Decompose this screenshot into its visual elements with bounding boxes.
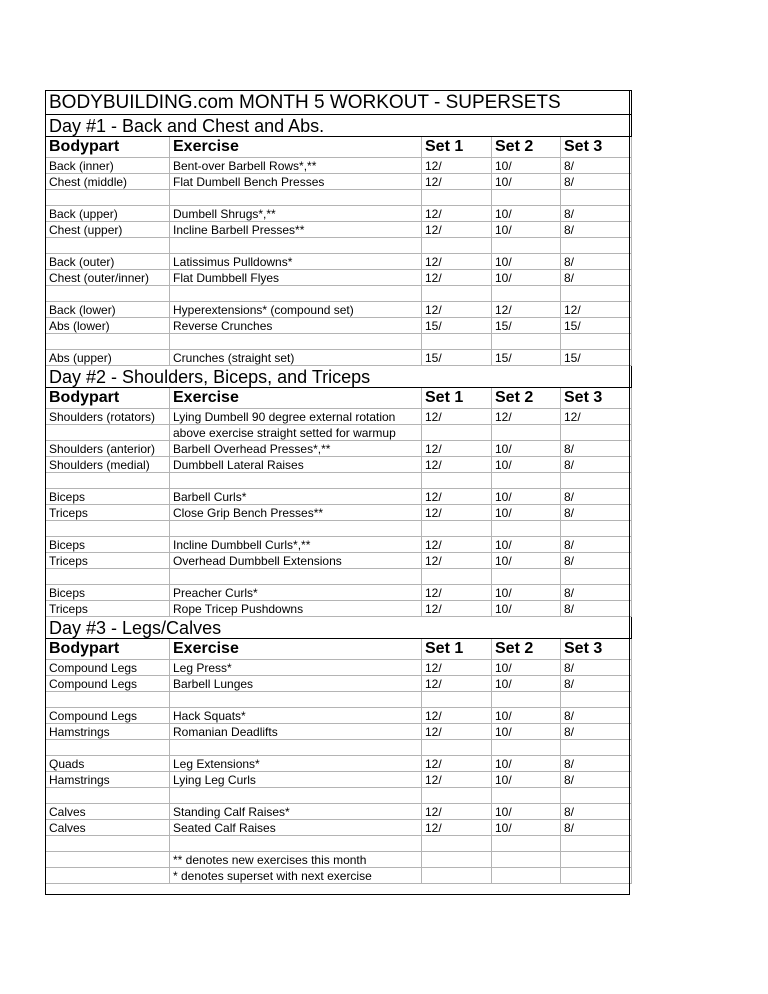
empty-cell xyxy=(46,521,170,537)
exercise-cell: Close Grip Bench Presses** xyxy=(170,505,422,521)
set2-cell: 10/ xyxy=(492,772,561,788)
set2-cell: 10/ xyxy=(492,601,561,617)
set2-cell: 10/ xyxy=(492,585,561,601)
empty-cell xyxy=(561,868,632,884)
set1-cell: 12/ xyxy=(422,505,492,521)
blank-row xyxy=(46,836,632,852)
empty-cell xyxy=(170,836,422,852)
set1-cell: 12/ xyxy=(422,676,492,692)
set3-cell: 8/ xyxy=(561,601,632,617)
note-row xyxy=(46,868,632,884)
group-separator-row xyxy=(46,238,632,254)
bodypart-cell: Hamstrings xyxy=(46,724,170,740)
set2-cell: 15/ xyxy=(492,318,561,334)
exercise-row xyxy=(46,660,632,676)
bodypart-cell: Back (lower) xyxy=(46,302,170,318)
empty-cell xyxy=(422,788,492,804)
exercise-row xyxy=(46,489,632,505)
header-set2: Set 2 xyxy=(492,388,561,409)
exercise-row xyxy=(46,772,632,788)
empty-cell xyxy=(170,692,422,708)
set1-cell xyxy=(422,425,492,441)
set3-cell: 8/ xyxy=(561,505,632,521)
empty-cell xyxy=(492,692,561,708)
exercise-cell: Barbell Lunges xyxy=(170,676,422,692)
set3-cell: 8/ xyxy=(561,457,632,473)
set1-cell: 12/ xyxy=(422,302,492,318)
exercise-cell: Flat Dumbbell Flyes xyxy=(170,270,422,286)
set2-cell: 10/ xyxy=(492,505,561,521)
empty-cell xyxy=(46,868,170,884)
empty-cell xyxy=(170,473,422,489)
set2-cell: 10/ xyxy=(492,724,561,740)
empty-cell xyxy=(492,740,561,756)
exercise-cell: Leg Extensions* xyxy=(170,756,422,772)
header-set3: Set 3 xyxy=(561,137,632,158)
empty-cell xyxy=(492,238,561,254)
exercise-row xyxy=(46,270,632,286)
set1-cell: 15/ xyxy=(422,350,492,366)
bodypart-cell: Biceps xyxy=(46,489,170,505)
exercise-row xyxy=(46,425,632,441)
bodypart-cell: Back (outer) xyxy=(46,254,170,270)
set2-cell: 10/ xyxy=(492,254,561,270)
exercise-row xyxy=(46,537,632,553)
empty-cell xyxy=(561,473,632,489)
set2-cell: 10/ xyxy=(492,756,561,772)
set1-cell: 12/ xyxy=(422,756,492,772)
exercise-row xyxy=(46,302,632,318)
page-title: BODYBUILDING.com MONTH 5 WORKOUT - SUPERSETS xyxy=(46,91,632,115)
exercise-row xyxy=(46,254,632,270)
set3-cell: 8/ xyxy=(561,270,632,286)
set3-cell xyxy=(561,425,632,441)
exercise-cell: Standing Calf Raises* xyxy=(170,804,422,820)
bodypart-cell: Chest (middle) xyxy=(46,174,170,190)
header-set3: Set 3 xyxy=(561,388,632,409)
exercise-cell: Overhead Dumbbell Extensions xyxy=(170,553,422,569)
set1-cell: 12/ xyxy=(422,804,492,820)
exercise-cell: Leg Press* xyxy=(170,660,422,676)
day-title-row xyxy=(46,617,632,639)
empty-cell xyxy=(561,286,632,302)
empty-cell xyxy=(46,238,170,254)
set3-cell: 8/ xyxy=(561,756,632,772)
empty-cell xyxy=(170,569,422,585)
bodypart-cell: Compound Legs xyxy=(46,660,170,676)
header-set3: Set 3 xyxy=(561,639,632,660)
day-title: Day #1 - Back and Chest and Abs. xyxy=(46,115,632,137)
column-header-row xyxy=(46,137,632,158)
set3-cell: 8/ xyxy=(561,660,632,676)
set3-cell: 8/ xyxy=(561,553,632,569)
empty-cell xyxy=(46,569,170,585)
set3-cell: 8/ xyxy=(561,489,632,505)
bodypart-cell: Abs (lower) xyxy=(46,318,170,334)
empty-cell xyxy=(492,836,561,852)
empty-cell xyxy=(492,852,561,868)
exercise-cell: Hyperextensions* (compound set) xyxy=(170,302,422,318)
bodypart-cell: Chest (outer/inner) xyxy=(46,270,170,286)
bodypart-cell: Biceps xyxy=(46,585,170,601)
group-separator-row xyxy=(46,286,632,302)
column-header-row xyxy=(46,639,632,660)
set1-cell: 12/ xyxy=(422,553,492,569)
empty-cell xyxy=(561,692,632,708)
bodypart-cell xyxy=(46,425,170,441)
set1-cell: 12/ xyxy=(422,158,492,174)
bodypart-cell: Abs (upper) xyxy=(46,350,170,366)
set2-cell: 10/ xyxy=(492,820,561,836)
set1-cell: 12/ xyxy=(422,708,492,724)
set3-cell: 8/ xyxy=(561,158,632,174)
bodypart-cell: Quads xyxy=(46,756,170,772)
header-set2: Set 2 xyxy=(492,639,561,660)
empty-cell xyxy=(170,190,422,206)
empty-cell xyxy=(46,836,170,852)
header-exercise: Exercise xyxy=(170,639,422,660)
set1-cell: 12/ xyxy=(422,409,492,425)
set2-cell: 10/ xyxy=(492,489,561,505)
empty-cell xyxy=(492,868,561,884)
exercise-row xyxy=(46,820,632,836)
header-bodypart: Bodypart xyxy=(46,639,170,660)
set3-cell: 8/ xyxy=(561,820,632,836)
exercise-row xyxy=(46,206,632,222)
header-set2: Set 2 xyxy=(492,137,561,158)
header-exercise: Exercise xyxy=(170,137,422,158)
empty-cell xyxy=(422,286,492,302)
set2-cell: 10/ xyxy=(492,270,561,286)
empty-cell xyxy=(422,473,492,489)
exercise-cell: Dumbbell Lateral Raises xyxy=(170,457,422,473)
set2-cell: 10/ xyxy=(492,553,561,569)
set1-cell: 12/ xyxy=(422,660,492,676)
set1-cell: 12/ xyxy=(422,174,492,190)
bodypart-cell: Hamstrings xyxy=(46,772,170,788)
note-row xyxy=(46,852,632,868)
set3-cell: 8/ xyxy=(561,174,632,190)
empty-cell xyxy=(170,286,422,302)
set3-cell: 8/ xyxy=(561,772,632,788)
bodypart-cell: Triceps xyxy=(46,601,170,617)
set1-cell: 12/ xyxy=(422,724,492,740)
exercise-row xyxy=(46,457,632,473)
set3-cell: 8/ xyxy=(561,676,632,692)
exercise-cell: Bent-over Barbell Rows*,** xyxy=(170,158,422,174)
header-set1: Set 1 xyxy=(422,388,492,409)
bodypart-cell: Chest (upper) xyxy=(46,222,170,238)
bodypart-cell: Calves xyxy=(46,804,170,820)
empty-cell xyxy=(422,521,492,537)
set3-cell: 8/ xyxy=(561,254,632,270)
exercise-cell: Preacher Curls* xyxy=(170,585,422,601)
empty-cell xyxy=(422,334,492,350)
set2-cell: 10/ xyxy=(492,441,561,457)
group-separator-row xyxy=(46,334,632,350)
set3-cell: 8/ xyxy=(561,724,632,740)
exercise-row xyxy=(46,441,632,457)
empty-cell xyxy=(561,836,632,852)
set2-cell: 10/ xyxy=(492,174,561,190)
group-separator-row xyxy=(46,692,632,708)
set3-cell: 8/ xyxy=(561,441,632,457)
bodypart-cell: Biceps xyxy=(46,537,170,553)
set2-cell: 10/ xyxy=(492,222,561,238)
set3-cell: 15/ xyxy=(561,318,632,334)
empty-cell xyxy=(422,692,492,708)
exercise-cell: Incline Dumbbell Curls*,** xyxy=(170,537,422,553)
set1-cell: 12/ xyxy=(422,206,492,222)
set1-cell: 12/ xyxy=(422,270,492,286)
exercise-row xyxy=(46,756,632,772)
bodypart-cell: Back (inner) xyxy=(46,158,170,174)
set3-cell: 15/ xyxy=(561,350,632,366)
set3-cell: 8/ xyxy=(561,222,632,238)
set2-cell: 12/ xyxy=(492,302,561,318)
bodypart-cell: Compound Legs xyxy=(46,708,170,724)
set1-cell: 15/ xyxy=(422,318,492,334)
set1-cell: 12/ xyxy=(422,585,492,601)
exercise-cell: Flat Dumbell Bench Presses xyxy=(170,174,422,190)
exercise-row xyxy=(46,804,632,820)
bodypart-cell: Back (upper) xyxy=(46,206,170,222)
exercise-cell: above exercise straight setted for warmup xyxy=(170,425,422,441)
exercise-row xyxy=(46,601,632,617)
exercise-row xyxy=(46,585,632,601)
bodypart-cell: Triceps xyxy=(46,553,170,569)
empty-cell xyxy=(492,286,561,302)
header-bodypart: Bodypart xyxy=(46,388,170,409)
exercise-cell: Crunches (straight set) xyxy=(170,350,422,366)
exercise-row xyxy=(46,708,632,724)
empty-cell xyxy=(170,334,422,350)
group-separator-row xyxy=(46,521,632,537)
set1-cell: 12/ xyxy=(422,254,492,270)
empty-cell xyxy=(561,788,632,804)
bodypart-cell: Shoulders (medial) xyxy=(46,457,170,473)
empty-cell xyxy=(170,238,422,254)
bodypart-cell: Triceps xyxy=(46,505,170,521)
empty-cell xyxy=(46,692,170,708)
exercise-cell: Romanian Deadlifts xyxy=(170,724,422,740)
workout-sheet xyxy=(45,90,632,884)
empty-cell xyxy=(561,569,632,585)
exercise-row xyxy=(46,676,632,692)
set1-cell: 12/ xyxy=(422,441,492,457)
empty-cell xyxy=(46,334,170,350)
group-separator-row xyxy=(46,190,632,206)
empty-cell xyxy=(492,569,561,585)
empty-cell xyxy=(46,286,170,302)
set3-cell: 8/ xyxy=(561,708,632,724)
set3-cell: 8/ xyxy=(561,804,632,820)
set1-cell: 12/ xyxy=(422,222,492,238)
set1-cell: 12/ xyxy=(422,772,492,788)
set2-cell: 15/ xyxy=(492,350,561,366)
set3-cell: 12/ xyxy=(561,409,632,425)
set3-cell: 8/ xyxy=(561,585,632,601)
exercise-cell: Lying Leg Curls xyxy=(170,772,422,788)
group-separator-row xyxy=(46,788,632,804)
exercise-cell: Dumbell Shrugs*,** xyxy=(170,206,422,222)
day-title: Day #2 - Shoulders, Biceps, and Triceps xyxy=(46,366,632,388)
exercise-row xyxy=(46,222,632,238)
empty-cell xyxy=(422,190,492,206)
bodypart-cell: Calves xyxy=(46,820,170,836)
empty-cell xyxy=(422,836,492,852)
set1-cell: 12/ xyxy=(422,489,492,505)
header-set1: Set 1 xyxy=(422,639,492,660)
set3-cell: 8/ xyxy=(561,206,632,222)
empty-cell xyxy=(46,740,170,756)
set2-cell: 10/ xyxy=(492,708,561,724)
empty-cell xyxy=(422,868,492,884)
set2-cell xyxy=(492,425,561,441)
exercise-row xyxy=(46,505,632,521)
exercise-row xyxy=(46,409,632,425)
empty-cell xyxy=(46,788,170,804)
empty-cell xyxy=(561,334,632,350)
empty-cell xyxy=(492,521,561,537)
bodypart-cell: Shoulders (anterior) xyxy=(46,441,170,457)
bodypart-cell: Shoulders (rotators) xyxy=(46,409,170,425)
column-header-row xyxy=(46,388,632,409)
header-bodypart: Bodypart xyxy=(46,137,170,158)
exercise-row xyxy=(46,350,632,366)
set2-cell: 10/ xyxy=(492,457,561,473)
set1-cell: 12/ xyxy=(422,537,492,553)
empty-cell xyxy=(422,740,492,756)
empty-cell xyxy=(561,852,632,868)
set1-cell: 12/ xyxy=(422,457,492,473)
exercise-cell: Barbell Curls* xyxy=(170,489,422,505)
legend-note: * denotes superset with next exercise xyxy=(170,868,422,884)
exercise-cell: Hack Squats* xyxy=(170,708,422,724)
empty-cell xyxy=(561,238,632,254)
set2-cell: 10/ xyxy=(492,537,561,553)
exercise-cell: Lying Dumbell 90 degree external rotation xyxy=(170,409,422,425)
empty-cell xyxy=(46,190,170,206)
exercise-cell: Reverse Crunches xyxy=(170,318,422,334)
empty-cell xyxy=(422,238,492,254)
set1-cell: 12/ xyxy=(422,820,492,836)
empty-cell xyxy=(492,788,561,804)
exercise-row xyxy=(46,318,632,334)
set2-cell: 10/ xyxy=(492,158,561,174)
empty-cell xyxy=(46,473,170,489)
empty-cell xyxy=(170,740,422,756)
set2-cell: 10/ xyxy=(492,804,561,820)
exercise-row xyxy=(46,553,632,569)
empty-cell xyxy=(561,521,632,537)
set2-cell: 10/ xyxy=(492,676,561,692)
empty-cell xyxy=(492,190,561,206)
exercise-row xyxy=(46,174,632,190)
header-set1: Set 1 xyxy=(422,137,492,158)
legend-note: ** denotes new exercises this month xyxy=(170,852,422,868)
exercise-row xyxy=(46,724,632,740)
group-separator-row xyxy=(46,740,632,756)
exercise-cell: Seated Calf Raises xyxy=(170,820,422,836)
empty-cell xyxy=(170,788,422,804)
empty-cell xyxy=(561,740,632,756)
exercise-cell: Barbell Overhead Presses*,** xyxy=(170,441,422,457)
day-title-row xyxy=(46,115,632,137)
exercise-cell: Rope Tricep Pushdowns xyxy=(170,601,422,617)
empty-cell xyxy=(561,190,632,206)
bodypart-cell: Compound Legs xyxy=(46,676,170,692)
empty-cell xyxy=(422,569,492,585)
set3-cell: 8/ xyxy=(561,537,632,553)
header-exercise: Exercise xyxy=(170,388,422,409)
exercise-cell: Incline Barbell Presses** xyxy=(170,222,422,238)
empty-cell xyxy=(170,521,422,537)
empty-cell xyxy=(492,473,561,489)
set1-cell: 12/ xyxy=(422,601,492,617)
day-title: Day #3 - Legs/Calves xyxy=(46,617,632,639)
group-separator-row xyxy=(46,473,632,489)
set2-cell: 10/ xyxy=(492,660,561,676)
group-separator-row xyxy=(46,569,632,585)
day-title-row xyxy=(46,366,632,388)
empty-cell xyxy=(492,334,561,350)
exercise-cell: Latissimus Pulldowns* xyxy=(170,254,422,270)
set2-cell: 12/ xyxy=(492,409,561,425)
empty-cell xyxy=(422,852,492,868)
exercise-row xyxy=(46,158,632,174)
set2-cell: 10/ xyxy=(492,206,561,222)
set3-cell: 12/ xyxy=(561,302,632,318)
empty-cell xyxy=(46,852,170,868)
